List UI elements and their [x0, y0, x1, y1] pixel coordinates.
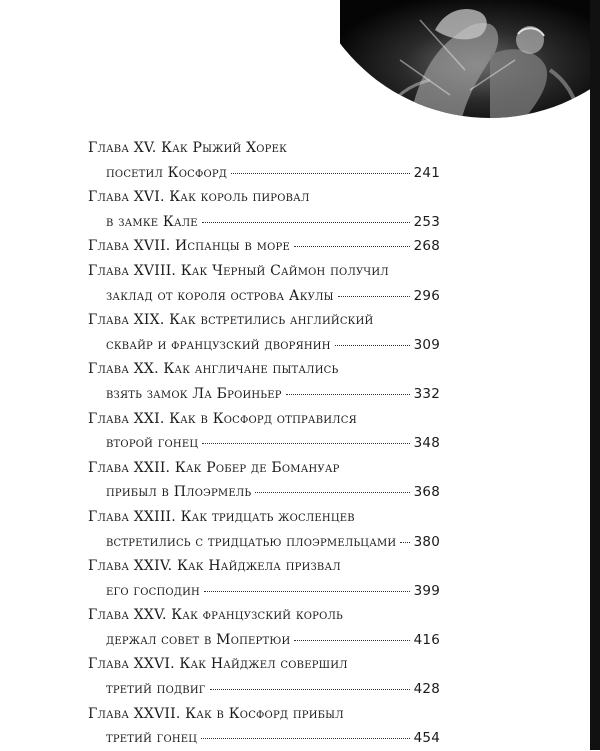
page-number: 309: [413, 336, 440, 353]
dot-leader: [335, 344, 410, 346]
toc-entry[interactable]: [88, 702, 440, 751]
chapter-title-cont: второй гонец: [106, 435, 199, 452]
dot-leader: [294, 639, 409, 641]
dot-leader: [201, 737, 409, 739]
chapter-title-cont: посетил Косфорд: [106, 164, 228, 181]
toc-entry[interactable]: [88, 603, 440, 652]
chapter-title-cont: встретились с тридцатью плоэрмельцами: [106, 533, 397, 550]
page-number: 380: [413, 533, 440, 550]
chapter-title: Глава XXV. Как французский король: [88, 607, 343, 624]
dot-leader: [231, 172, 410, 174]
toc-entry[interactable]: [88, 505, 440, 554]
toc-entry[interactable]: [88, 357, 440, 406]
dot-leader: [294, 245, 410, 247]
dot-leader: [338, 295, 410, 297]
dot-leader: [202, 442, 409, 444]
chapter-title: Глава XVI. Как король пировал: [88, 189, 310, 206]
page-number: 399: [413, 582, 440, 599]
toc-entry[interactable]: [88, 652, 440, 701]
dot-leader: [400, 541, 409, 543]
dot-leader: [255, 491, 409, 493]
toc-entry[interactable]: [88, 456, 440, 505]
chapter-title: Глава XXVI. Как Найджел совершил: [88, 656, 348, 673]
page-number: 416: [413, 631, 440, 648]
page-number: 296: [413, 287, 440, 304]
table-of-contents: [88, 136, 440, 751]
chapter-title: Глава XXI. Как в Косфорд отправился: [88, 410, 357, 427]
page-number: 368: [413, 484, 440, 501]
chapter-title: Глава XIX. Как встретились английский: [88, 312, 374, 329]
page-number: 253: [413, 213, 440, 230]
chapter-title: Глава XX. Как англичане пытались: [88, 361, 339, 378]
page-number: 348: [413, 435, 440, 452]
engraving-knights-illustration: [340, 0, 590, 118]
chapter-title-cont: держал совет в Мопертюи: [106, 631, 291, 648]
dot-leader: [286, 393, 410, 395]
toc-entry[interactable]: [88, 407, 440, 456]
chapter-title-cont: третий подвиг: [106, 681, 206, 698]
chapter-title: Глава XXIII. Как тридцать жосленцев: [88, 508, 355, 525]
chapter-title-cont: сквайр и французский дворянин: [106, 336, 331, 353]
toc-entry[interactable]: [88, 308, 440, 357]
page-number: 428: [413, 681, 440, 698]
chapter-title-cont: заклад от короля острова Акулы: [106, 287, 334, 304]
toc-entry[interactable]: [88, 234, 440, 259]
chapter-title: Глава XXVII. Как в Косфорд прибыл: [88, 705, 344, 722]
chapter-title-cont: прибыл в Плоэрмель: [106, 484, 252, 501]
chapter-title: Глава XVIII. Как Черный Саймон получил: [88, 262, 389, 279]
chapter-title: Глава XXII. Как Робер де Бомануар: [88, 459, 340, 476]
chapter-title-cont: его господин: [106, 582, 200, 599]
chapter-title-cont: в замке Кале: [106, 213, 198, 230]
chapter-title-cont: взять замок Ла Броиньер: [106, 385, 282, 402]
page-edge: [590, 0, 600, 750]
toc-entry[interactable]: [88, 185, 440, 234]
dot-leader: [204, 590, 410, 592]
chapter-title: Глава XVII. Испанцы в море: [88, 238, 290, 255]
page-number: 268: [413, 238, 440, 255]
toc-entry[interactable]: [88, 136, 440, 185]
dot-leader: [210, 688, 410, 690]
chapter-title: Глава XXIV. Как Найджела призвал: [88, 558, 341, 575]
toc-entry[interactable]: [88, 554, 440, 603]
chapter-title: Глава XV. Как Рыжий Хорек: [88, 140, 288, 156]
chapter-title-cont: третий гонец: [106, 730, 198, 747]
page-number: 454: [413, 730, 440, 747]
page-number: 241: [413, 164, 440, 181]
page-number: 332: [413, 385, 440, 402]
dot-leader: [202, 221, 410, 223]
toc-entry[interactable]: [88, 259, 440, 308]
